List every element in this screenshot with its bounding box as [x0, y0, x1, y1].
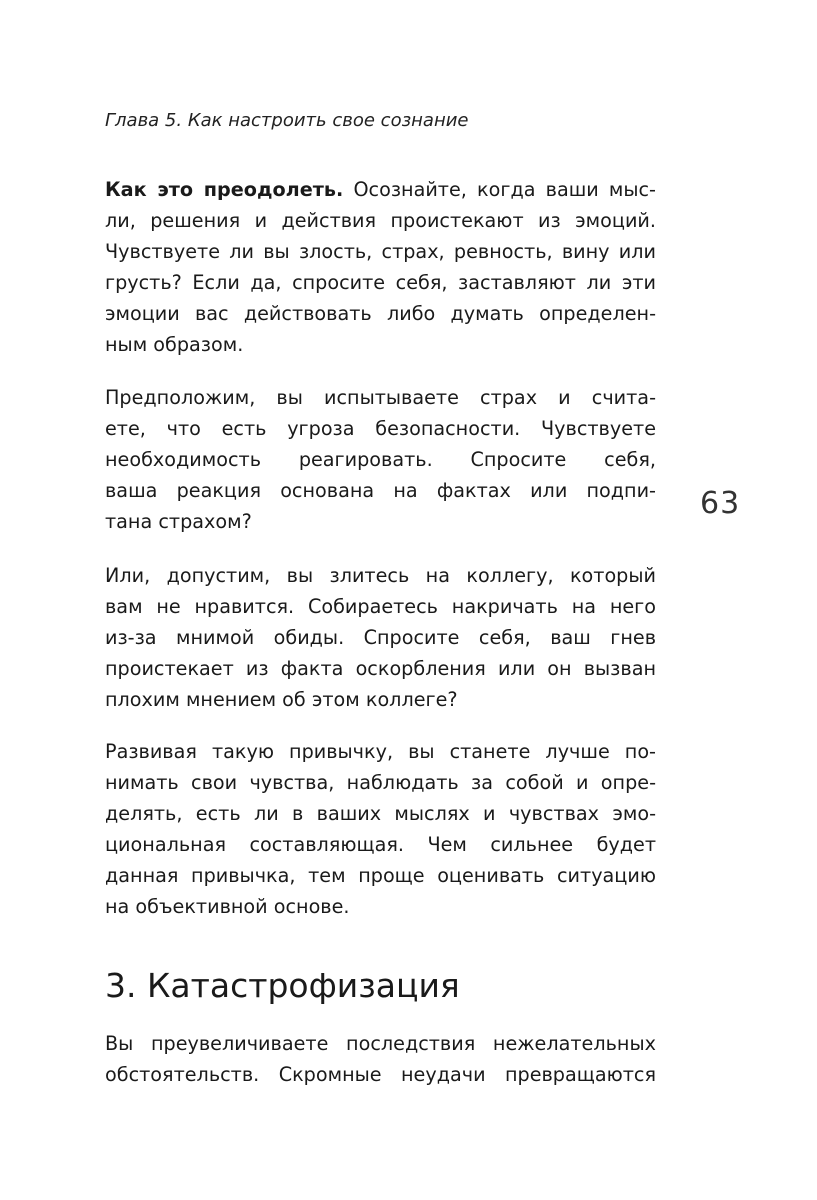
text-line: обстоятельств. Скромные неудачи превращаются — [105, 1063, 656, 1086]
text-line: Вы преувеличиваете последствия нежелательных — [105, 1032, 656, 1055]
text-line: плохим мнением об этом коллеге? — [105, 688, 458, 711]
text-line: Предположим, вы испытываете страх и счита- — [105, 386, 656, 409]
paragraph-habit — [105, 736, 656, 922]
text-line: ваша реакция основана на фактах или подпи- — [105, 479, 656, 502]
text-line: на объективной основе. — [105, 895, 350, 918]
text-line: ли, решения и действия проистекают из эмоций. — [105, 209, 656, 232]
text-line: Развивая такую привычку, вы станете лучше по- — [105, 740, 656, 763]
paragraph-colleague-example — [105, 560, 656, 715]
text-line: эмоции вас действовать либо думать определен- — [105, 302, 656, 325]
text-line: необходимость реагировать. Спросите себя, — [105, 448, 656, 471]
text-line — [105, 174, 656, 205]
text-line: ете, что есть угроза безопасности. Чувствуете — [105, 417, 656, 440]
text-line: проистекает из факта оскорбления или он вызван — [105, 657, 656, 680]
text-line: Чувствуете ли вы злость, страх, ревность, вину или — [105, 240, 656, 263]
text-line: тана страхом? — [105, 510, 252, 533]
text-line: вам не нравится. Собираетесь накричать на него — [105, 595, 656, 618]
text-line: данная привычка, тем проще оценивать ситуацию — [105, 864, 656, 887]
section-heading: 3. Катастрофизация — [105, 966, 460, 1005]
lead-phrase: Как это преодолеть. — [105, 178, 344, 201]
text-line: ным образом. — [105, 333, 244, 356]
text-line: Или, допустим, вы злитесь на коллегу, который — [105, 564, 656, 587]
text-line: грусть? Если да, спросите себя, заставляют ли эти — [105, 271, 656, 294]
paragraph-catastrophizing — [105, 1028, 656, 1090]
text-line: из-за мнимой обиды. Спросите себя, ваш гнев — [105, 626, 656, 649]
text-line: циональная составляющая. Чем сильнее будет — [105, 833, 656, 856]
text-fragment: Осознайте, когда ваши мыс- — [343, 178, 656, 201]
running-head: Глава 5. Как настроить свое сознание — [105, 110, 469, 131]
text-line: делять, есть ли в ваших мыслях и чувствах эмо- — [105, 802, 656, 825]
text-line: нимать свои чувства, наблюдать за собой и опре- — [105, 771, 656, 794]
page-number: 63 — [700, 486, 741, 521]
paragraph-fear-example — [105, 382, 656, 537]
paragraph-overcome — [105, 174, 656, 360]
